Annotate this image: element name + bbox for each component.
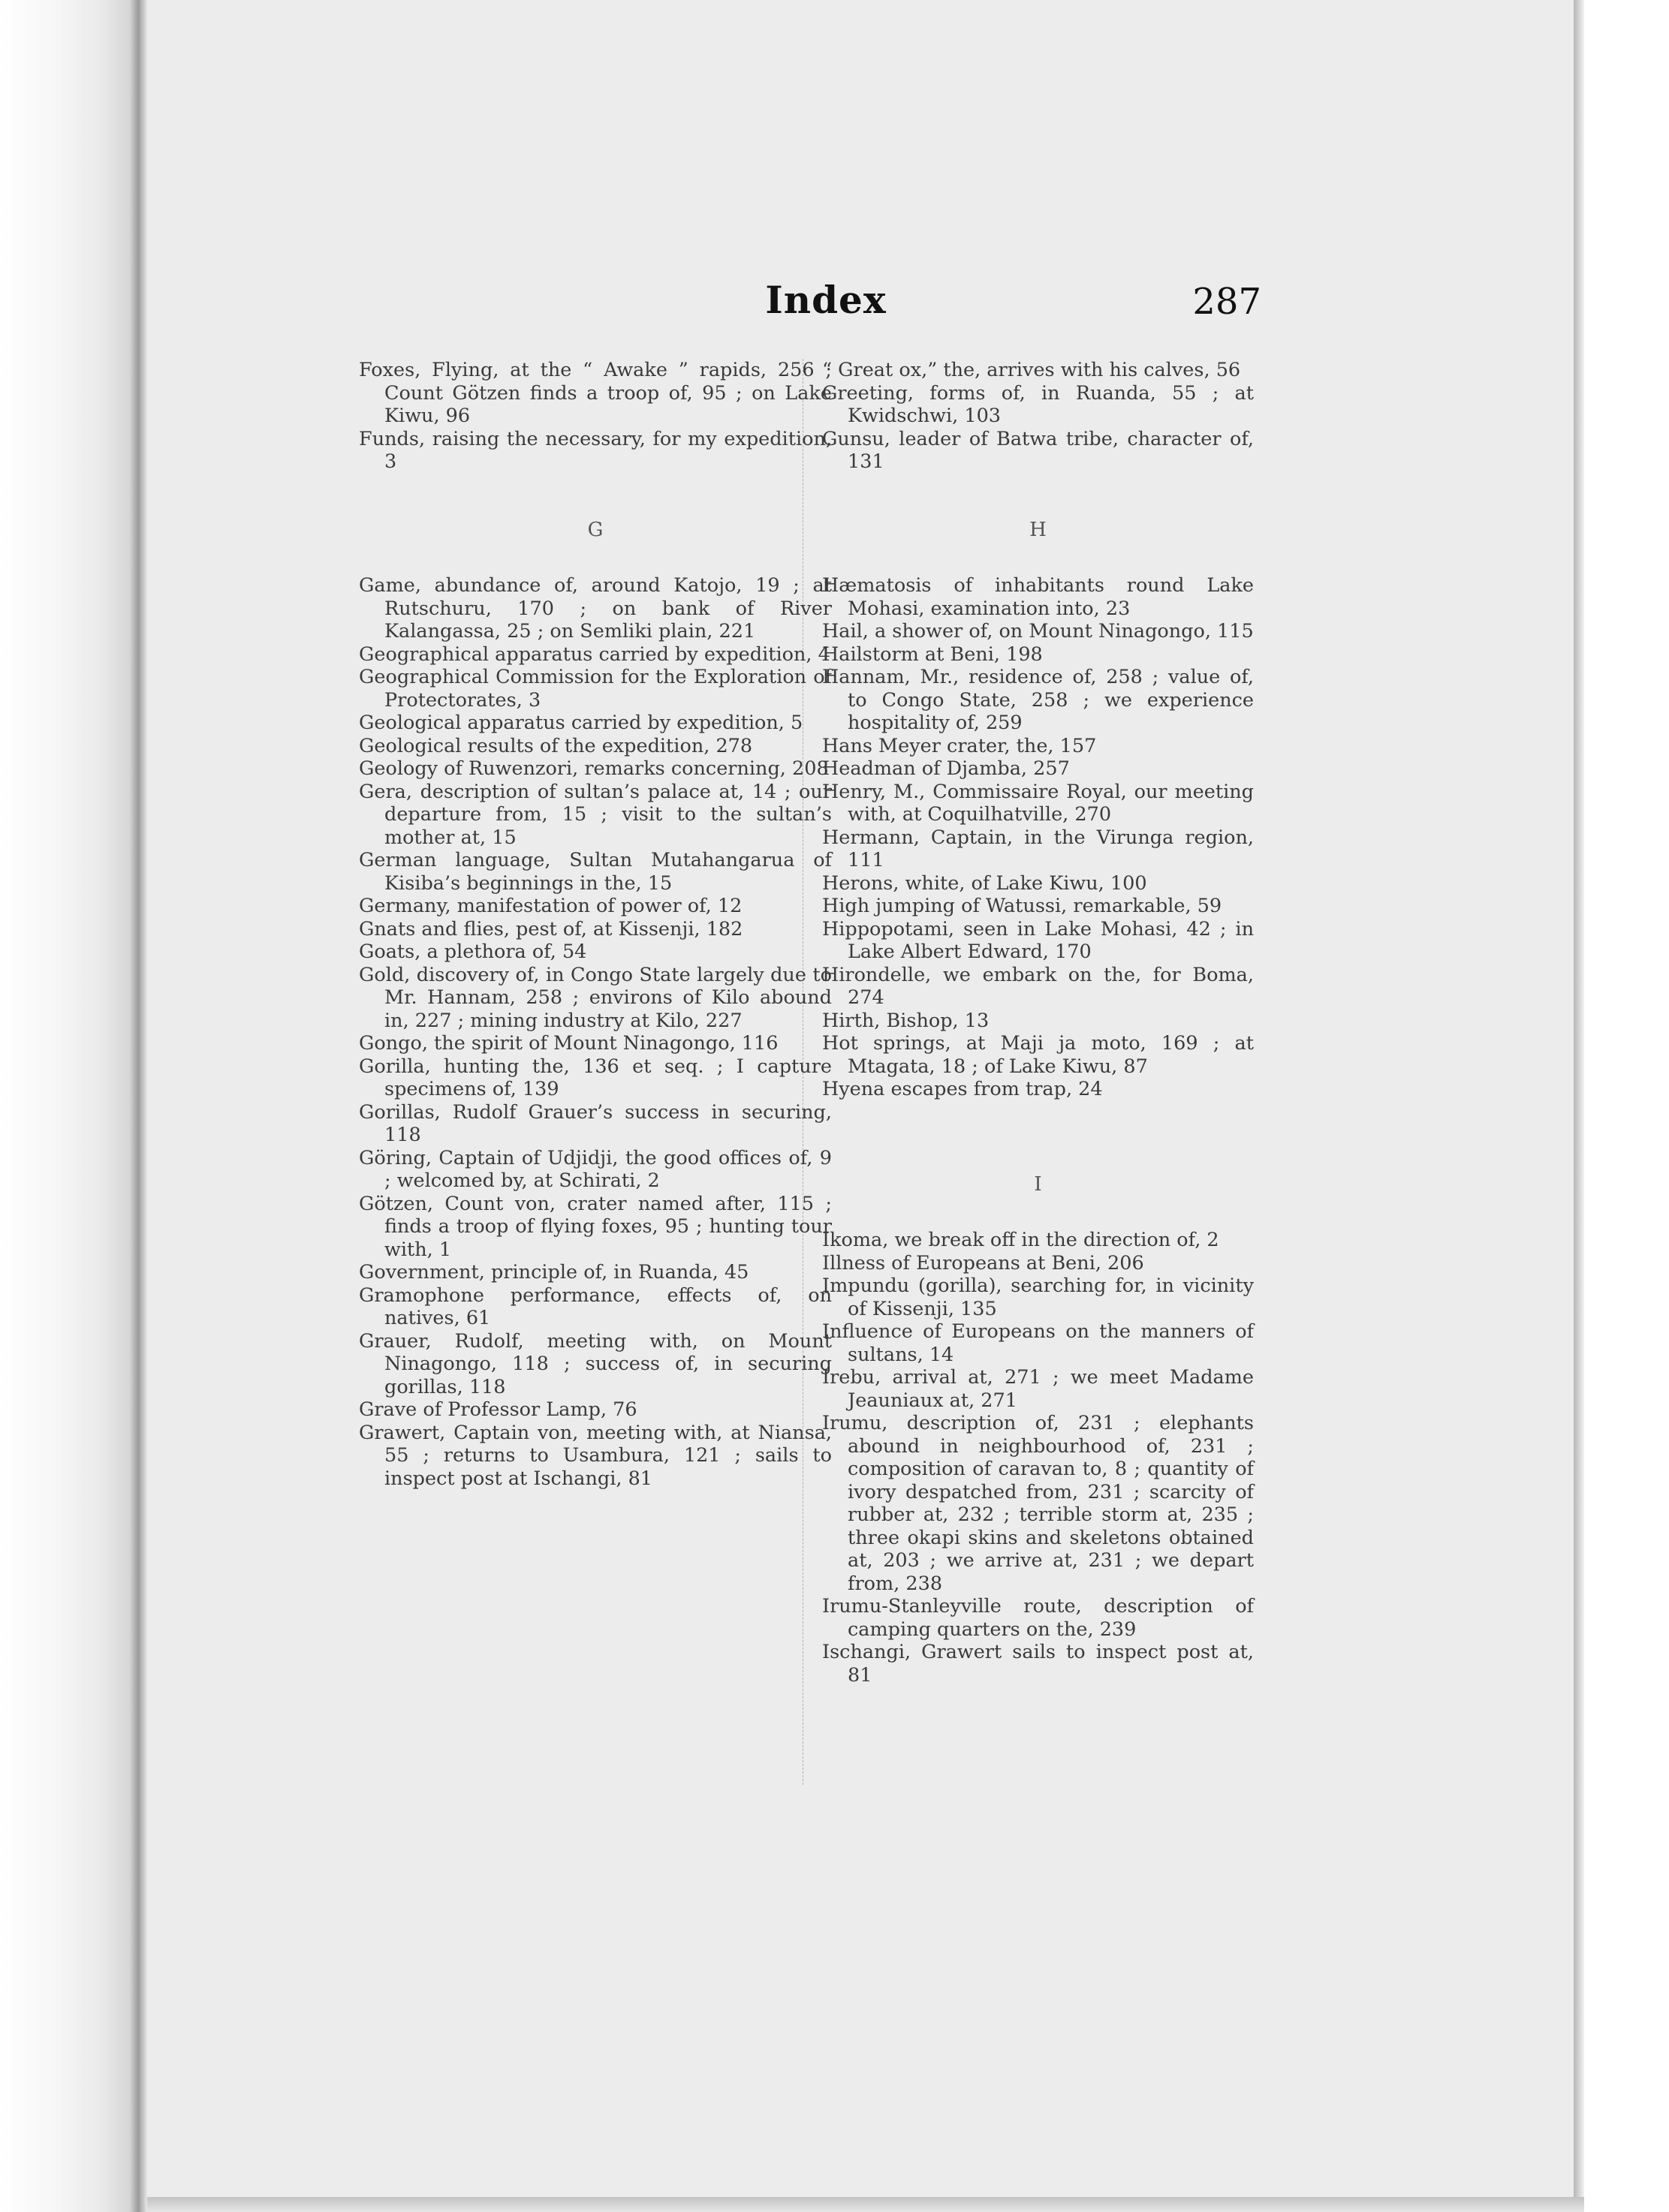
index-entry: Henry, M., Commissaire Royal, our meeting with, at Coquilhatville, 270 [822, 780, 1254, 826]
index-entry: Geographical apparatus carried by expedition, 4 [359, 643, 830, 666]
index-entry: Hæmatosis of inhabitants round Lake Mohasi, examination into, 23 [822, 574, 1254, 620]
index-entry: Funds, raising the necessary, for my expedition, 3 [359, 427, 832, 473]
section-letter-g: G [587, 518, 604, 541]
index-entry: Gorillas, Rudolf Grauer’s success in securing, 118 [359, 1100, 832, 1146]
index-entry: Ischangi, Grawert sails to inspect post at, 81 [822, 1641, 1254, 1687]
index-entry: Irumu, description of, 231 ; elephants abound in neighbourhood of, 231 ; composition of caravan to, 8 ; quantity of ivory despatched from, 231 ; scarcity of rubber at, 232 ; terrible storm at, 235 ; three okapi skins and skeletons obtained at, 203 ; we arrive at, 231 ; we depart from, 238 [822, 1412, 1254, 1595]
index-entry: Grauer, Rudolf, meeting with, on Mount Ninagongo, 118 ; success of, in securing gorillas, 118 [359, 1329, 832, 1398]
index-entry: Ikoma, we break off in the direction of, 2 [822, 1229, 1219, 1251]
index-entry: Goats, a plethora of, 54 [359, 940, 587, 963]
page-bottom-edge [147, 2197, 1584, 2212]
index-entry: Hail, a shower of, on Mount Ninagongo, 115 [822, 620, 1254, 643]
index-entry: Hannam, Mr., residence of, 258 ; value of, to Congo State, 258 ; we experience hospitality of, 259 [822, 666, 1254, 734]
index-entry: Impundu (gorilla), searching for, in vicinity of Kissenji, 135 [822, 1275, 1254, 1320]
index-entry: Hyena escapes from trap, 24 [822, 1078, 1103, 1100]
page-edge-shadow [1574, 0, 1584, 2212]
index-entry: Greeting, forms of, in Ruanda, 55 ; at Kwidschwi, 103 [822, 381, 1254, 427]
index-entry: “ Great ox,” the, arrives with his calves, 56 [822, 359, 1241, 381]
index-entry: Foxes, Flying, at the “ Awake ” rapids, 256 ; Count Götzen finds a troop of, 95 ; on Lake Kiwu, 96 [359, 359, 832, 427]
index-entry: Irumu-Stanleyville route, description of camping quarters on the, 239 [822, 1595, 1254, 1641]
index-entry: Illness of Europeans at Beni, 206 [822, 1251, 1144, 1275]
index-entry: Grave of Professor Lamp, 76 [359, 1398, 637, 1421]
index-entry: Geological apparatus carried by expedition, 5 [359, 712, 803, 734]
index-entry: Gorilla, hunting the, 136 et seq. ; I capture specimens of, 139 [359, 1055, 832, 1100]
index-entry: Game, abundance of, around Katojo, 19 ; at Rutschuru, 170 ; on bank of River Kalangassa, 25 ; on Semliki plain, 221 [359, 574, 832, 643]
index-entry: Geographical Commission for the Exploration of Protectorates, 3 [359, 666, 832, 712]
book-spine-edge [0, 0, 147, 2212]
index-entry: High jumping of Watussi, remarkable, 59 [822, 895, 1222, 917]
index-column-right [822, 359, 1254, 1687]
index-entry: Herons, white, of Lake Kiwu, 100 [822, 871, 1147, 895]
index-entry: Germany, manifestation of power of, 12 [359, 895, 743, 917]
index-entry: Gunsu, leader of Batwa tribe, character of, 131 [822, 427, 1254, 473]
index-entry: Hailstorm at Beni, 198 [822, 643, 1043, 666]
index-entry: Hans Meyer crater, the, 157 [822, 734, 1097, 757]
index-entry: Gramophone performance, effects of, on natives, 61 [359, 1284, 832, 1329]
index-entry: Headman of Djamba, 257 [822, 757, 1070, 780]
index-entry: Hirth, Bishop, 13 [822, 1009, 990, 1032]
index-entry: Influence of Europeans on the manners of sultans, 14 [822, 1320, 1254, 1366]
index-entry: Grawert, Captain von, meeting with, at Niansa, 55 ; returns to Usambura, 121 ; sails to inspect post at Ischangi, 81 [359, 1421, 832, 1490]
section-letter-i: I [1034, 1172, 1042, 1196]
index-entry: Geology of Ruwenzori, remarks concerning, 208 [359, 757, 829, 780]
index-entry: Hot springs, at Maji ja moto, 169 ; at Mtagata, 18 ; of Lake Kiwu, 87 [822, 1032, 1254, 1078]
index-column-left [359, 359, 832, 1490]
section-letter-h: H [1029, 518, 1047, 541]
page-title: Index [765, 278, 887, 322]
index-entry: Gnats and flies, pest of, at Kissenji, 182 [359, 917, 743, 940]
index-entry: Geological results of the expedition, 278 [359, 734, 753, 757]
index-entry: Hirondelle, we embark on the, for Boma, 274 [822, 963, 1254, 1009]
index-entry: Göring, Captain of Udjidji, the good offices of, 9 ; welcomed by, at Schirati, 2 [359, 1146, 832, 1192]
index-entry: German language, Sultan Mutahangarua of Kisiba’s beginnings in the, 15 [359, 849, 832, 895]
index-entry: Hermann, Captain, in the Virunga region, 111 [822, 826, 1254, 871]
index-entry: Götzen, Count von, crater named after, 115 ; finds a troop of flying foxes, 95 ; hunting tour with, 1 [359, 1192, 832, 1261]
index-entry: Government, principle of, in Ruanda, 45 [359, 1261, 749, 1284]
index-entry: Gera, description of sultan’s palace at, 14 ; our departure from, 15 ; visit to the sultan’s mother at, 15 [359, 780, 832, 849]
page-number: 287 [1192, 281, 1261, 323]
index-entry: Gongo, the spirit of Mount Ninagongo, 116 [359, 1032, 779, 1055]
index-entry: Irebu, arrival at, 271 ; we meet Madame Jeauniaux at, 271 [822, 1366, 1254, 1412]
index-entry: Hippopotami, seen in Lake Mohasi, 42 ; in Lake Albert Edward, 170 [822, 917, 1254, 963]
index-entry: Gold, discovery of, in Congo State largely due to Mr. Hannam, 258 ; environs of Kilo abound in, 227 ; mining industry at Kilo, 227 [359, 963, 832, 1032]
